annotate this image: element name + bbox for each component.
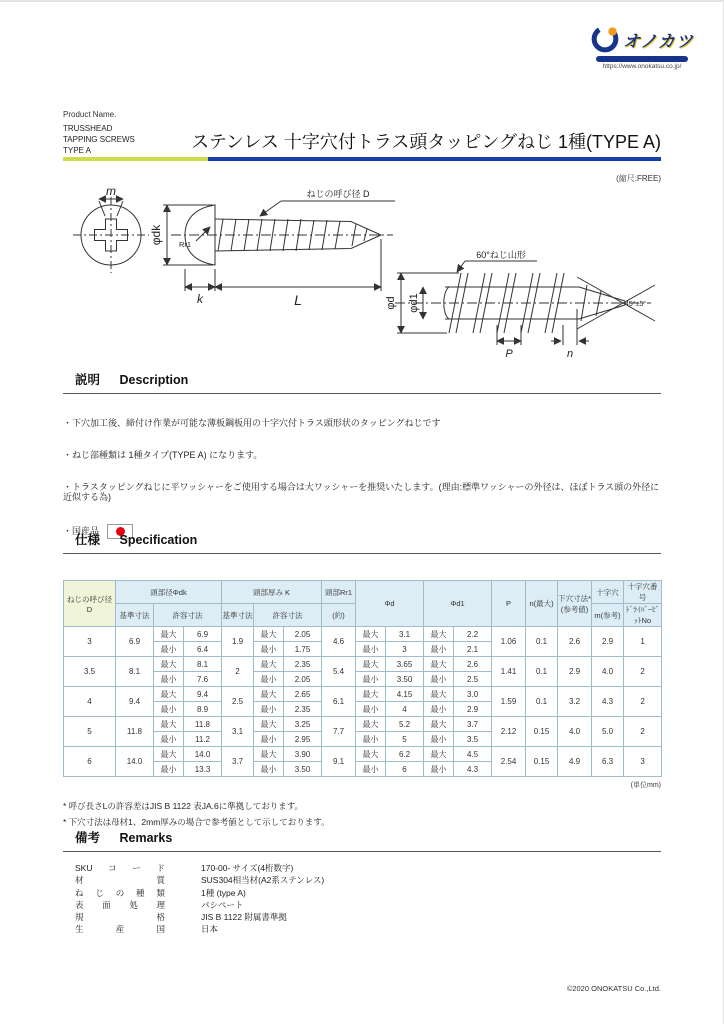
remarks-heading-en: Remarks xyxy=(119,831,173,845)
cell-rr1: 4.6 xyxy=(322,627,356,657)
cell-m: 4.3 xyxy=(592,687,624,717)
cell-max-label: 最大 xyxy=(356,657,386,672)
cell-m: 6.3 xyxy=(592,747,624,777)
cell-max-label: 最大 xyxy=(154,717,184,732)
description-heading-en: Description xyxy=(119,373,189,387)
cell-k-max: 3.90 xyxy=(284,747,322,762)
cell-min-label: 最小 xyxy=(254,672,284,687)
cell-n: 0.1 xyxy=(526,657,558,687)
cell-min-label: 最小 xyxy=(254,762,284,777)
cell-p: 1.41 xyxy=(492,657,526,687)
copyright-notice: ©2020 ONOKATSU Co.,Ltd. xyxy=(566,984,661,993)
dim-label-rr1: Rr1 xyxy=(179,240,192,249)
cell-dk-max: 11.8 xyxy=(184,717,222,732)
cell-dk-max: 14.0 xyxy=(184,747,222,762)
remarks-section xyxy=(63,828,661,938)
page-title: ステンレス 十字穴付トラス頭タッピングねじ 1種(TYPE A) xyxy=(191,131,661,152)
description-bullet: ・ねじ部種類は 1種タイプ(TYPE A) になります。 xyxy=(63,449,263,460)
remarks-list xyxy=(63,852,661,935)
cell-p: 2.54 xyxy=(492,747,526,777)
cell-rr1: 5.4 xyxy=(322,657,356,687)
cell-k-base: 2.5 xyxy=(222,687,254,717)
product-name-en-line: TRUSSHEAD xyxy=(63,124,113,133)
spec-row xyxy=(64,687,662,702)
remarks-key: 生産国 xyxy=(75,924,165,935)
footnote: * 呼び長さLの許容差はJIS B 1122 表JA.6に準拠しております。 xyxy=(63,801,304,811)
cell-k-min: 1.75 xyxy=(284,642,322,657)
cell-d-max: 3.65 xyxy=(386,657,424,672)
product-name-en xyxy=(63,123,179,157)
cell-bit: 2 xyxy=(624,717,662,747)
cell-min-label: 最小 xyxy=(356,642,386,657)
description-heading xyxy=(63,370,661,394)
cell-max-label: 最大 xyxy=(154,627,184,642)
cell-d1-min: 2.5 xyxy=(454,672,492,687)
cell-m: 5.0 xyxy=(592,717,624,747)
description-bullet: ・下穴加工後、締付け作業が可能な薄板鋼板用の十字穴付トラス頭形状のタッピングねじです xyxy=(63,418,441,428)
header-n: n(最大) xyxy=(526,581,558,627)
cell-dk-min: 6.4 xyxy=(184,642,222,657)
dim-label-tip-angle: 45°±5° xyxy=(625,301,647,308)
cell-k-base: 2 xyxy=(222,657,254,687)
cell-min-label: 最小 xyxy=(424,672,454,687)
cell-k-min: 2.35 xyxy=(284,702,322,717)
callout-nominal-diameter: ねじの呼び径 D xyxy=(306,189,370,199)
cell-d-min: 6 xyxy=(386,762,424,777)
cell-d-max: 5.2 xyxy=(386,717,424,732)
remarks-value: パシペート xyxy=(201,899,244,910)
cell-p: 2.12 xyxy=(492,717,526,747)
cell-n: 0.1 xyxy=(526,627,558,657)
header-k-group: 頭部厚み K xyxy=(222,581,322,604)
specification-heading-jp: 仕様 xyxy=(75,533,101,547)
cell-dk-min: 13.3 xyxy=(184,762,222,777)
cell-d-max: 3.1 xyxy=(386,627,424,642)
header-cross-m: m(参考) xyxy=(592,604,624,627)
description-heading-jp: 説明 xyxy=(75,373,101,387)
header-base-dim: 基準寸法 xyxy=(116,604,154,627)
spec-row xyxy=(64,657,662,672)
dim-label-phi-dk: φdk xyxy=(149,224,163,246)
remarks-value: 日本 xyxy=(201,924,219,935)
cell-dk-min: 11.2 xyxy=(184,732,222,747)
cell-min-label: 最小 xyxy=(154,732,184,747)
cell-min-label: 最小 xyxy=(356,672,386,687)
cell-max-label: 最大 xyxy=(254,717,284,732)
cell-k-min: 3.50 xyxy=(284,762,322,777)
cell-max-label: 最大 xyxy=(356,687,386,702)
cell-min-label: 最小 xyxy=(254,642,284,657)
cell-d-max: 4.15 xyxy=(386,687,424,702)
remarks-value: SUS304相当材(A2系ステンレス) xyxy=(201,875,325,886)
specification-heading-en: Specification xyxy=(119,533,198,547)
header-pilot: 下穴寸法* (参考値) xyxy=(558,581,592,627)
header-bit-no: ﾄﾞﾗｲﾊﾞｰﾋﾞｯﾄNo xyxy=(624,604,662,627)
cell-d1-max: 2.2 xyxy=(454,627,492,642)
cell-min-label: 最小 xyxy=(424,702,454,717)
cell-min-label: 最小 xyxy=(424,762,454,777)
header-phi-d: Φd xyxy=(356,581,424,627)
cell-n: 0.1 xyxy=(526,687,558,717)
cell-d1-max: 4.5 xyxy=(454,747,492,762)
dim-label-n: n xyxy=(566,348,574,360)
cell-dk-base: 8.1 xyxy=(116,657,154,687)
cell-k-min: 2.95 xyxy=(284,732,322,747)
header-phi-d1: Φd1 xyxy=(424,581,492,627)
remarks-row xyxy=(75,864,661,874)
title-underline xyxy=(63,157,661,161)
header-p: P xyxy=(492,581,526,627)
cell-pilot: 2.9 xyxy=(558,657,592,687)
cell-max-label: 最大 xyxy=(356,717,386,732)
cell-dk-base: 11.8 xyxy=(116,717,154,747)
dim-label-p: P xyxy=(505,348,513,360)
cell-k-min: 2.05 xyxy=(284,672,322,687)
remarks-key: 材質 xyxy=(75,875,165,886)
cell-pilot: 2.6 xyxy=(558,627,592,657)
cell-d1-min: 2.1 xyxy=(454,642,492,657)
cell-rr1: 7.7 xyxy=(322,717,356,747)
cell-d1-min: 3.5 xyxy=(454,732,492,747)
unit-note: (単位mm) xyxy=(630,782,661,789)
dim-label-m: m xyxy=(106,185,116,198)
cell-d1-min: 4.3 xyxy=(454,762,492,777)
cell-d-min: 5 xyxy=(386,732,424,747)
cell-max-label: 最大 xyxy=(356,627,386,642)
header-cross-no: 十字穴番号 xyxy=(624,581,662,604)
cell-p: 1.06 xyxy=(492,627,526,657)
spec-header-row-1 xyxy=(64,581,662,604)
cell-min-label: 最小 xyxy=(254,732,284,747)
header-rr1-approx: (約) xyxy=(322,604,356,627)
cell-d1-max: 2.6 xyxy=(454,657,492,672)
cell-d: 3.5 xyxy=(64,657,116,687)
company-logo xyxy=(571,24,713,70)
cell-bit: 2 xyxy=(624,657,662,687)
cell-max-label: 最大 xyxy=(254,687,284,702)
cell-dk-min: 8.9 xyxy=(184,702,222,717)
remarks-value: 170-00- サイズ(4桁数字) xyxy=(201,863,294,873)
remarks-value: JIS B 1122 附属書準拠 xyxy=(201,912,287,923)
logo-banner xyxy=(596,56,688,62)
cell-max-label: 最大 xyxy=(424,657,454,672)
cell-k-max: 2.65 xyxy=(284,687,322,702)
cell-dk-max: 9.4 xyxy=(184,687,222,702)
footnote: * 下穴寸法は母材1、2mm厚みの場合で参考値として示しております。 xyxy=(63,817,330,828)
cell-min-label: 最小 xyxy=(424,642,454,657)
remarks-heading xyxy=(63,828,661,852)
cell-max-label: 最大 xyxy=(154,657,184,672)
cell-min-label: 最小 xyxy=(154,702,184,717)
cell-k-base: 1.9 xyxy=(222,627,254,657)
specification-section xyxy=(63,530,661,830)
remarks-key: 表面処理 xyxy=(75,899,165,910)
remarks-key: SKUコード xyxy=(75,863,165,873)
cell-dk-base: 6.9 xyxy=(116,627,154,657)
header-tolerance: 許容寸法 xyxy=(154,604,222,627)
cell-max-label: 最大 xyxy=(154,747,184,762)
spec-row xyxy=(64,627,662,642)
remarks-row xyxy=(75,913,661,923)
cell-max-label: 最大 xyxy=(254,747,284,762)
callout-thread-form: 60°ねじ山形 xyxy=(476,250,526,260)
cell-d1-min: 2.9 xyxy=(454,702,492,717)
remarks-row xyxy=(75,925,661,935)
cell-k-base: 3.7 xyxy=(222,747,254,777)
spec-row xyxy=(64,717,662,732)
cell-d: 6 xyxy=(64,747,116,777)
cell-rr1: 6.1 xyxy=(322,687,356,717)
logo-wordmark: オノカツ xyxy=(623,31,694,51)
product-name-label: Product Name. xyxy=(63,110,117,119)
cell-p: 1.59 xyxy=(492,687,526,717)
cell-k-max: 3.25 xyxy=(284,717,322,732)
cell-max-label: 最大 xyxy=(254,657,284,672)
product-name-en-line: TYPE A xyxy=(63,146,92,156)
cell-d-max: 6.2 xyxy=(386,747,424,762)
technical-drawing xyxy=(63,185,661,372)
cell-m: 4.0 xyxy=(592,657,624,687)
cell-min-label: 最小 xyxy=(424,732,454,747)
cell-max-label: 最大 xyxy=(254,627,284,642)
cell-n: 0.15 xyxy=(526,717,558,747)
cell-bit: 2 xyxy=(624,687,662,717)
title-underline-green xyxy=(63,157,208,161)
cell-dk-max: 6.9 xyxy=(184,627,222,642)
cell-k-max: 2.05 xyxy=(284,627,322,642)
screw-drawing-svg xyxy=(63,185,661,367)
cell-d: 5 xyxy=(64,717,116,747)
remarks-value: 1種 (type A) xyxy=(201,887,246,898)
cell-min-label: 最小 xyxy=(154,642,184,657)
cell-d-min: 4 xyxy=(386,702,424,717)
cell-min-label: 最小 xyxy=(356,732,386,747)
header-base-dim: 基準寸法 xyxy=(222,604,254,627)
cell-bit: 3 xyxy=(624,747,662,777)
cell-k-base: 3.1 xyxy=(222,717,254,747)
cell-min-label: 最小 xyxy=(254,702,284,717)
logo-url: https://www.onokatsu.co.jp/ xyxy=(602,63,682,70)
remarks-row xyxy=(75,901,661,911)
remarks-row xyxy=(75,876,661,886)
cell-m: 2.9 xyxy=(592,627,624,657)
cell-d1-max: 3.7 xyxy=(454,717,492,732)
header-dk-group: 頭部径Φdk xyxy=(116,581,222,604)
cell-dk-base: 14.0 xyxy=(116,747,154,777)
title-block xyxy=(63,110,661,184)
cell-min-label: 最小 xyxy=(356,762,386,777)
cell-k-max: 2.35 xyxy=(284,657,322,672)
cell-max-label: 最大 xyxy=(424,687,454,702)
domestic-label: ・国産品 xyxy=(63,526,100,537)
cell-d-min: 3 xyxy=(386,642,424,657)
cell-n: 0.15 xyxy=(526,747,558,777)
title-underline-blue xyxy=(208,157,661,161)
cell-pilot: 4.9 xyxy=(558,747,592,777)
cell-max-label: 最大 xyxy=(154,687,184,702)
cell-d: 3 xyxy=(64,627,116,657)
cell-dk-min: 7.6 xyxy=(184,672,222,687)
header-nominal: ねじの呼び径 D xyxy=(64,581,116,627)
logo-mark-icon xyxy=(590,24,620,54)
remarks-heading-jp: 備考 xyxy=(75,831,101,845)
cell-d-min: 3.50 xyxy=(386,672,424,687)
specification-heading xyxy=(63,530,661,554)
header-cross: 十字穴 xyxy=(592,581,624,604)
cell-dk-base: 9.4 xyxy=(116,687,154,717)
cell-dk-max: 8.1 xyxy=(184,657,222,672)
description-bullet: ・トラスタッピングねじに平ワッシャーをご使用する場合は大ワッシャーを推奨いたします。(理由:標準ワッシャーの外径は、ほぼトラス頭の外径に近似する為) xyxy=(63,481,660,503)
cell-max-label: 最大 xyxy=(424,747,454,762)
cell-min-label: 最小 xyxy=(154,762,184,777)
remarks-key: 規格 xyxy=(75,912,165,923)
dim-label-k: k xyxy=(197,292,203,306)
remarks-row xyxy=(75,889,661,899)
product-name-en-line: TAPPING SCREWS xyxy=(63,135,135,145)
dim-label-phi-d1: φd1 xyxy=(408,293,420,313)
cell-max-label: 最大 xyxy=(424,717,454,732)
dim-label-L: L xyxy=(294,292,302,308)
header-tolerance: 許容寸法 xyxy=(254,604,322,627)
cell-max-label: 最大 xyxy=(424,627,454,642)
cell-pilot: 3.2 xyxy=(558,687,592,717)
cell-d: 4 xyxy=(64,687,116,717)
cell-max-label: 最大 xyxy=(356,747,386,762)
remarks-key: ねじの種類 xyxy=(75,887,165,898)
header-rr1: 頭部Rr1 xyxy=(322,581,356,604)
cell-bit: 1 xyxy=(624,627,662,657)
cell-min-label: 最小 xyxy=(154,672,184,687)
spec-table xyxy=(63,580,662,777)
cell-pilot: 4.0 xyxy=(558,717,592,747)
cell-rr1: 9.1 xyxy=(322,747,356,777)
spec-row xyxy=(64,747,662,762)
cell-min-label: 最小 xyxy=(356,702,386,717)
scale-note: (縮尺:FREE) xyxy=(616,173,661,183)
cell-d1-max: 3.0 xyxy=(454,687,492,702)
table-footnotes xyxy=(63,798,661,830)
dim-label-phi-d: φd xyxy=(385,296,397,310)
